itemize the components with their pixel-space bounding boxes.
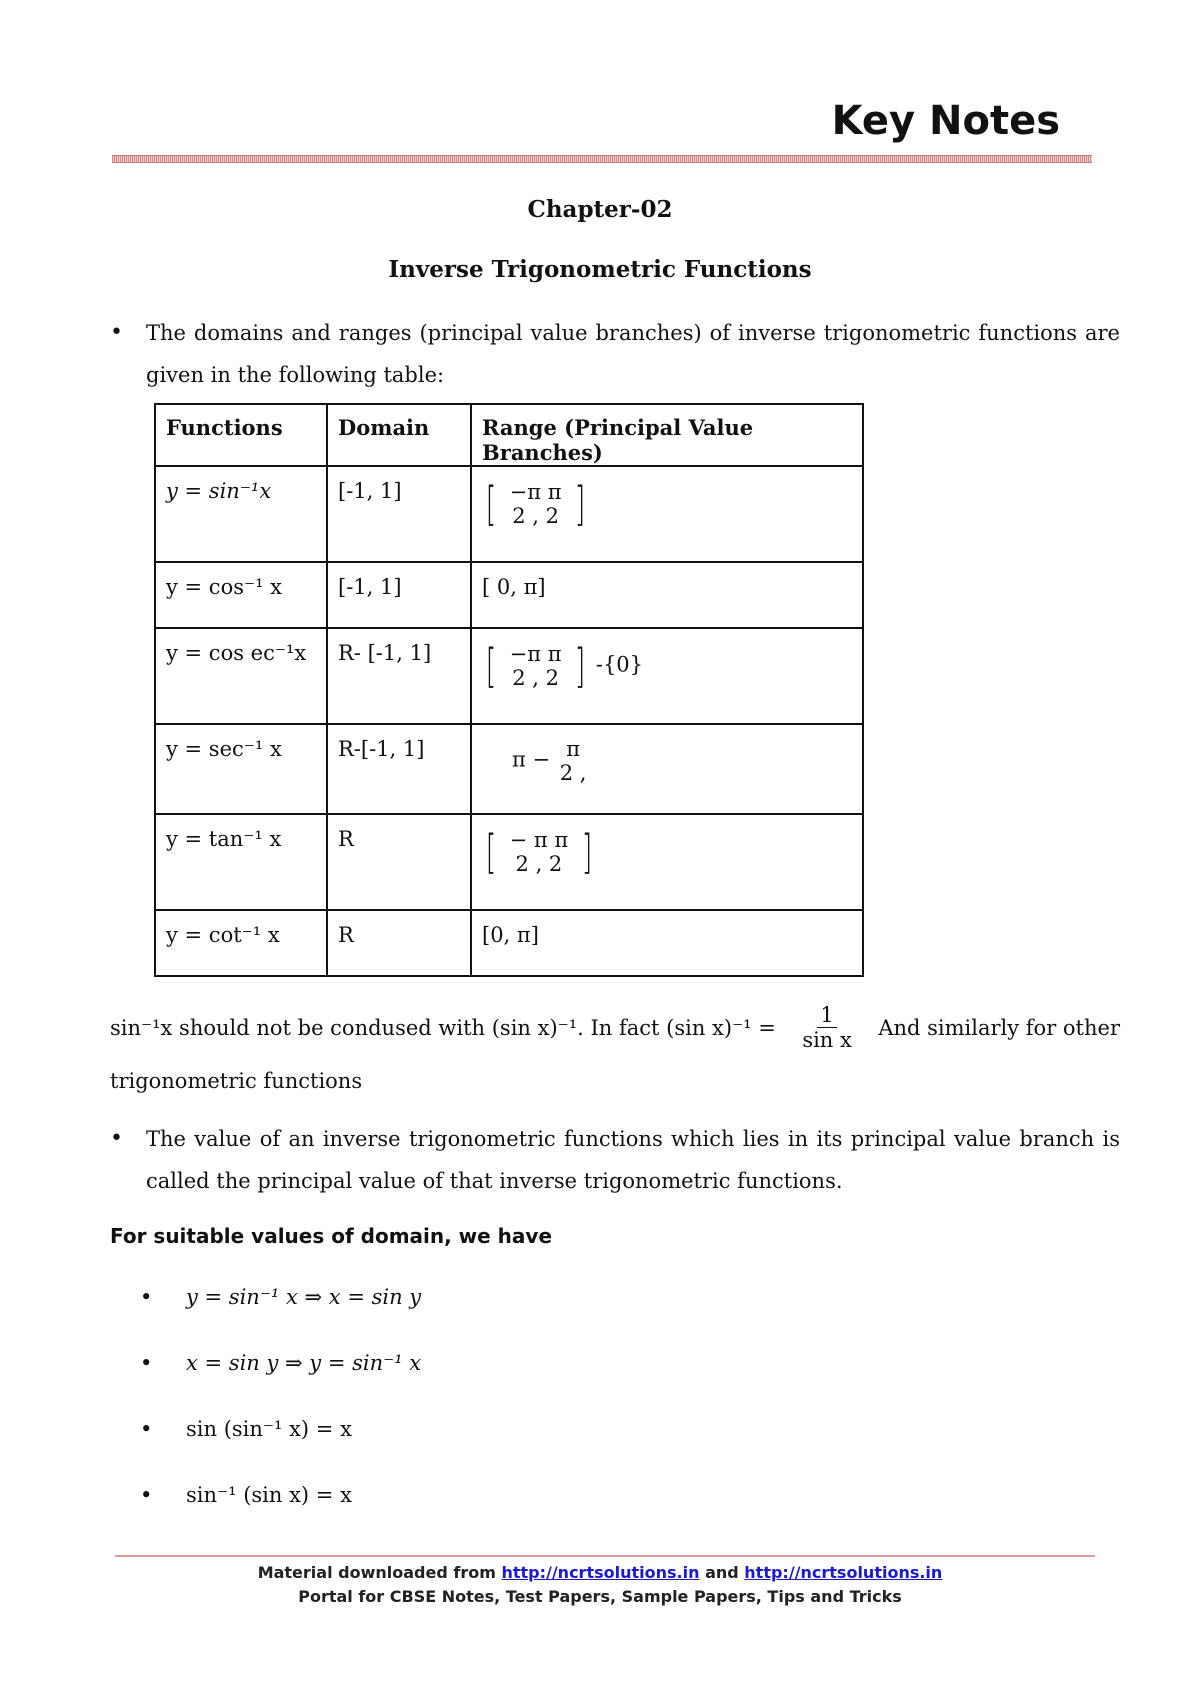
note-fraction-numerator: 1	[817, 1003, 836, 1028]
footer-joiner: and	[705, 1563, 739, 1582]
header-divider	[112, 155, 1092, 163]
formula-text: sin⁻¹ (sin x) = x	[186, 1483, 352, 1507]
range-cell: [0, π]	[471, 910, 863, 976]
function-cell: y = cos⁻¹ x	[155, 562, 327, 628]
range-fraction	[507, 480, 565, 528]
range-denominators: 2 , 2	[515, 852, 563, 876]
principal-bullet	[110, 1118, 1120, 1202]
page-title: Inverse Trigonometric Functions	[388, 256, 812, 283]
function-cell: y = sec⁻¹ x	[155, 724, 327, 814]
range-denominator: 2 ,	[559, 761, 587, 785]
range-cell	[471, 724, 863, 814]
range-fraction	[557, 737, 590, 785]
range-numerators: −π π	[509, 642, 562, 666]
intro-bullet	[110, 312, 1120, 396]
bullet-icon: •	[140, 1285, 153, 1309]
domain-cell: [-1, 1]	[327, 466, 471, 562]
function-cell: y = sin⁻¹x	[155, 466, 327, 562]
footer-source-line	[0, 1563, 1200, 1582]
domain-cell: [-1, 1]	[327, 562, 471, 628]
intro-bullet-text: The domains and ranges (principal value branches) of inverse trigonometric functions are given in the following table:	[146, 321, 1120, 387]
range-cell	[471, 814, 863, 910]
domain-cell: R	[327, 910, 471, 976]
footer-divider	[115, 1555, 1095, 1557]
principal-bullet-text: The value of an inverse trigonometric functions which lies in its principal value branch is called the principal value of that inverse trigonometric functions.	[146, 1127, 1120, 1193]
bullet-icon: •	[140, 1351, 153, 1375]
footer-link-1[interactable]: http://ncrtsolutions.in	[501, 1563, 700, 1582]
bracket-right: ]	[574, 477, 586, 531]
range-cell: [ 0, π]	[471, 562, 863, 628]
header-title: Key Notes	[831, 98, 1060, 144]
range-sec-left: π −	[512, 747, 551, 772]
table-header-functions: Functions	[155, 404, 327, 466]
table-row	[155, 724, 863, 814]
table-row	[155, 628, 863, 724]
domain-cell: R-[-1, 1]	[327, 724, 471, 814]
note-continuation: trigonometric functions	[110, 1069, 363, 1093]
formula-text: x = sin y ⇒ y = sin⁻¹ x	[186, 1351, 422, 1375]
table-header-range: Range (Principal Value Branches)	[471, 404, 863, 466]
domain-cell: R	[327, 814, 471, 910]
bracket-left: [	[485, 639, 497, 693]
table-header-domain: Domain	[327, 404, 471, 466]
note-part1: sin⁻¹x should not be condused with (sin x)⁻¹. In fact (sin x)⁻¹ =	[110, 1015, 776, 1040]
range-denominators: 2 , 2	[512, 666, 559, 690]
table-header-row	[155, 404, 863, 466]
range-numerators: −π π	[509, 480, 562, 504]
footer-link-2[interactable]: http://ncrtsolutions.in	[744, 1563, 943, 1582]
chapter-label: Chapter-02	[527, 196, 673, 223]
bullet-icon: •	[140, 1483, 153, 1507]
range-numerator: π	[566, 737, 581, 761]
table-row	[155, 562, 863, 628]
function-cell: y = cot⁻¹ x	[155, 910, 327, 976]
bracket-right: ]	[574, 639, 586, 693]
bracket-left: [	[485, 825, 497, 879]
footer-prefix: Material downloaded from	[257, 1563, 496, 1582]
table-row	[155, 910, 863, 976]
note-fraction-denominator: sin x	[802, 1028, 852, 1052]
note-fraction	[799, 1003, 855, 1052]
domain-cell: R- [-1, 1]	[327, 628, 471, 724]
range-exclusion: -{0}	[595, 652, 644, 677]
range-fraction	[507, 828, 572, 876]
formula-text: y = sin⁻¹ x ⇒ x = sin y	[186, 1285, 422, 1309]
range-cell	[471, 628, 863, 724]
function-cell: y = cos ec⁻¹x	[155, 628, 327, 724]
range-numerators: − π π	[509, 828, 569, 852]
range-fraction	[507, 642, 565, 690]
table-row	[155, 814, 863, 910]
footer-portal-line: Portal for CBSE Notes, Test Papers, Sample Papers, Tips and Tricks	[298, 1587, 902, 1606]
function-cell: y = tan⁻¹ x	[155, 814, 327, 910]
bracket-left: [	[485, 477, 497, 531]
note-part2: And similarly for other	[878, 1015, 1120, 1040]
formula-text: sin (sin⁻¹ x) = x	[186, 1417, 352, 1441]
suitable-values-heading: For suitable values of domain, we have	[110, 1224, 553, 1248]
note-paragraph	[110, 1003, 1120, 1052]
bracket-right: ]	[581, 825, 593, 879]
bullet-icon: •	[110, 320, 123, 345]
domain-range-table	[154, 403, 864, 977]
bullet-icon: •	[110, 1126, 123, 1151]
bullet-icon: •	[140, 1417, 153, 1441]
table-row	[155, 466, 863, 562]
range-cell	[471, 466, 863, 562]
range-denominators: 2 , 2	[512, 504, 559, 528]
